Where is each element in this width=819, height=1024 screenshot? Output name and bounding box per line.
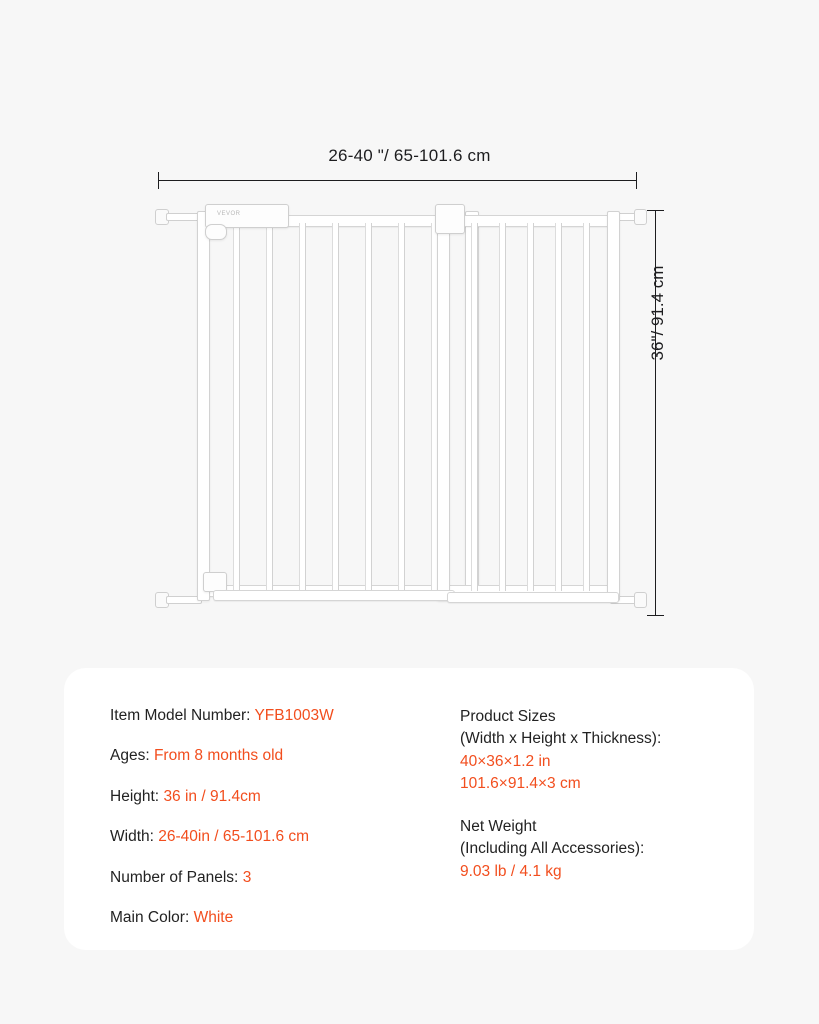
right-dimension-cap-bottom <box>647 615 664 616</box>
spec-item-main-color <box>110 908 460 927</box>
spec-label-line1: Net Weight <box>460 817 537 835</box>
spec-value: YFB1003W <box>254 707 334 724</box>
spec-value-line2: 101.6×91.4×3 cm <box>460 775 581 793</box>
gate-bar <box>266 223 273 591</box>
gate-latch-catch <box>435 204 465 234</box>
spec-label-line1: Product Sizes <box>460 708 556 725</box>
spec-value: 36 in / 91.4cm <box>163 787 261 805</box>
spec-value-line1: 9.03 lb / 4.1 kg <box>460 862 562 880</box>
spec-label: Width: <box>110 828 154 846</box>
gate-bar <box>471 223 478 591</box>
gate-bar <box>299 223 306 591</box>
spec-item-height <box>110 787 460 806</box>
spec-item-model-number <box>110 706 460 725</box>
spec-label: Ages: <box>110 747 150 765</box>
spec-value-line1: 40×36×1.2 in <box>460 752 551 770</box>
spec-value: 26-40in / 65-101.6 cm <box>158 828 310 846</box>
right-dimension-label: 36"/ 91.4 cm <box>648 265 667 361</box>
gate-panel-left <box>197 205 477 605</box>
panel-left-vertical-post <box>197 211 210 601</box>
gate-bar <box>555 223 562 591</box>
spec-column-left <box>110 706 460 950</box>
spec-value: From 8 months old <box>153 747 284 765</box>
brand-logo: VEVOR <box>217 211 241 217</box>
threshold-bar-left <box>213 590 455 601</box>
top-dimension-cap-right <box>636 172 637 189</box>
spec-label: Item Model Number: <box>110 707 251 724</box>
top-dimension-cap-left <box>158 172 159 189</box>
gate-bar <box>332 223 339 591</box>
spec-value: 3 <box>242 868 252 886</box>
panel-right-left-post <box>437 211 450 601</box>
panel-right-end-post <box>607 211 620 601</box>
right-dimension-cap-top <box>647 210 664 211</box>
spec-label: Height: <box>110 787 160 805</box>
gate-bottom-hinge <box>203 572 227 592</box>
pressure-bolt-bottom-right-cap <box>634 592 647 608</box>
gate-panel-right <box>437 205 617 605</box>
spec-card <box>64 668 754 950</box>
top-dimension-line <box>158 180 636 181</box>
spec-item-product-sizes <box>460 706 708 796</box>
spec-label-line2: (Including All Accessories): <box>460 840 645 858</box>
gate-bar <box>233 223 240 591</box>
threshold-bar-right <box>447 592 619 603</box>
spec-item-width <box>110 827 460 846</box>
gate-bar <box>583 223 590 591</box>
baby-gate-illustration <box>155 200 645 620</box>
gate-bar <box>365 223 372 591</box>
gate-bar <box>527 223 534 591</box>
spec-item-ages <box>110 746 460 765</box>
gate-bar <box>398 223 405 591</box>
spec-column-right <box>460 706 708 950</box>
spec-label-line2: (Width x Height x Thickness): <box>460 730 662 748</box>
gate-hinge-knob <box>205 224 227 240</box>
spec-item-net-weight <box>460 816 708 883</box>
top-dimension-label: 26-40 "/ 65-101.6 cm <box>328 146 491 165</box>
gate-bar <box>499 223 506 591</box>
spec-label: Number of Panels: <box>110 868 239 886</box>
spec-label: Main Color: <box>110 908 190 926</box>
spec-item-number-of-panels <box>110 868 460 887</box>
pressure-bolt-top-right-cap <box>634 209 647 225</box>
spec-value: White <box>193 908 234 926</box>
